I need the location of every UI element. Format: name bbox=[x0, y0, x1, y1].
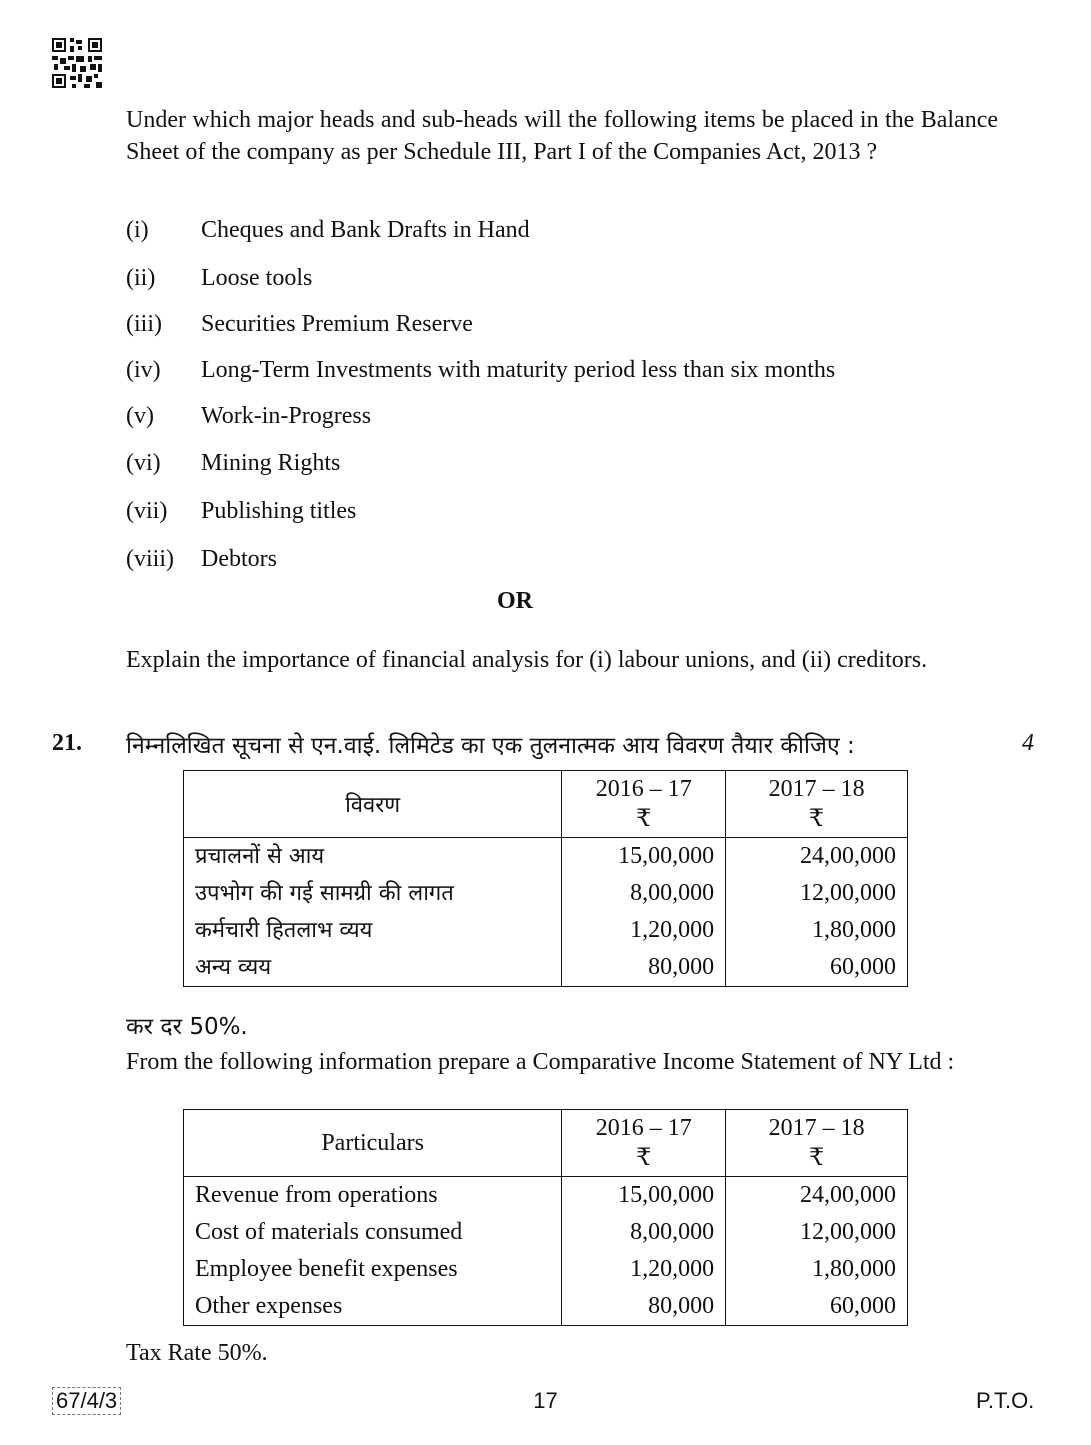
row-value-year-2: 1,80,000 bbox=[726, 1251, 908, 1288]
item-text: Cheques and Bank Drafts in Hand bbox=[201, 217, 530, 243]
item-number: (iv) bbox=[126, 357, 161, 383]
hindi-question-prompt: निम्नलिखित सूचना से एन.वाई. लिमिटेड का एक तुलनात्मक आय विवरण तैयार कीजिए : bbox=[126, 733, 855, 759]
row-value-year-2: 24,00,000 bbox=[726, 838, 908, 876]
english-income-table bbox=[183, 1109, 908, 1326]
item-text: Loose tools bbox=[201, 265, 313, 291]
table-row bbox=[184, 838, 908, 876]
row-value-year-1: 1,20,000 bbox=[562, 1251, 726, 1288]
row-label: कर्मचारी हितलाभ व्यय bbox=[184, 912, 562, 949]
header-particulars: Particulars bbox=[184, 1110, 562, 1177]
hindi-income-table bbox=[183, 770, 908, 987]
item-number: (ii) bbox=[126, 265, 156, 291]
row-label: Other expenses bbox=[184, 1288, 562, 1326]
row-label: प्रचालनों से आय bbox=[184, 838, 562, 876]
header-year-1 bbox=[562, 1110, 726, 1177]
rupee-symbol: ₹ bbox=[636, 806, 652, 832]
row-label: अन्य व्यय bbox=[184, 949, 562, 987]
item-text: Debtors bbox=[201, 546, 277, 572]
item-text: Long-Term Investments with maturity period less than six months bbox=[201, 357, 836, 383]
row-value-year-1: 80,000 bbox=[562, 1288, 726, 1326]
row-label: Revenue from operations bbox=[184, 1177, 562, 1215]
header-year-2 bbox=[726, 1110, 908, 1177]
header-year-2 bbox=[726, 771, 908, 838]
row-value-year-2: 12,00,000 bbox=[726, 875, 908, 912]
table-header-row bbox=[184, 1110, 908, 1177]
item-number: (i) bbox=[126, 217, 149, 243]
table-row bbox=[184, 949, 908, 987]
or-separator: OR bbox=[497, 588, 533, 614]
item-number: (viii) bbox=[126, 546, 174, 572]
rupee-symbol: ₹ bbox=[636, 1145, 652, 1171]
item-text: Work-in-Progress bbox=[201, 403, 372, 429]
table-header-row bbox=[184, 771, 908, 838]
rupee-symbol: ₹ bbox=[808, 806, 825, 832]
item-number: (iii) bbox=[126, 311, 162, 337]
row-value-year-1: 80,000 bbox=[562, 949, 726, 987]
header-particulars: विवरण bbox=[184, 771, 562, 838]
row-value-year-1: 15,00,000 bbox=[562, 1177, 726, 1215]
table-row bbox=[184, 1177, 908, 1215]
rupee-symbol: ₹ bbox=[808, 1145, 825, 1171]
row-value-year-1: 8,00,000 bbox=[562, 875, 726, 912]
row-value-year-1: 8,00,000 bbox=[562, 1214, 726, 1251]
table-row bbox=[184, 1251, 908, 1288]
header-year-1 bbox=[562, 771, 726, 838]
question-marks: 4 bbox=[1022, 730, 1034, 756]
year-label: 2016 – 17 bbox=[595, 776, 692, 802]
table-row bbox=[184, 1288, 908, 1326]
row-value-year-2: 24,00,000 bbox=[726, 1177, 908, 1215]
qr-code-icon bbox=[52, 38, 102, 88]
please-turn-over: P.T.O. bbox=[976, 1388, 1035, 1413]
row-value-year-1: 15,00,000 bbox=[562, 838, 726, 876]
english-question-prompt: From the following information prepare a Comparative Income Statement of NY Ltd : bbox=[126, 1049, 955, 1075]
row-value-year-1: 1,20,000 bbox=[562, 912, 726, 949]
question-20-intro: Under which major heads and sub-heads will the following items be placed in the Balance Sheet of the company as per Schedule III, Part I of the Companies Act, 2013 ? bbox=[126, 107, 998, 165]
table-row bbox=[184, 1214, 908, 1251]
row-label: Employee benefit expenses bbox=[184, 1251, 562, 1288]
item-text: Mining Rights bbox=[201, 450, 341, 476]
year-label: 2016 – 17 bbox=[595, 1115, 692, 1141]
item-text: Publishing titles bbox=[201, 498, 357, 524]
page-number: 17 bbox=[533, 1388, 558, 1413]
year-label: 2017 – 18 bbox=[768, 776, 865, 802]
row-value-year-2: 60,000 bbox=[726, 949, 908, 987]
item-number: (vii) bbox=[126, 498, 168, 524]
row-value-year-2: 60,000 bbox=[726, 1288, 908, 1326]
question-number: 21. bbox=[52, 730, 82, 756]
item-number: (vi) bbox=[126, 450, 161, 476]
table-row bbox=[184, 875, 908, 912]
item-text: Securities Premium Reserve bbox=[201, 311, 473, 337]
paper-code: 67/4/3 bbox=[52, 1387, 121, 1415]
alternative-question: Explain the importance of financial analysis for (i) labour unions, and (ii) creditors. bbox=[126, 647, 928, 673]
hindi-tax-rate: कर दर 50%. bbox=[126, 1014, 248, 1040]
row-value-year-2: 12,00,000 bbox=[726, 1214, 908, 1251]
year-label: 2017 – 18 bbox=[768, 1115, 865, 1141]
table-row bbox=[184, 912, 908, 949]
english-tax-rate: Tax Rate 50%. bbox=[126, 1340, 268, 1366]
row-value-year-2: 1,80,000 bbox=[726, 912, 908, 949]
row-label: Cost of materials consumed bbox=[184, 1214, 562, 1251]
row-label: उपभोग की गई सामग्री की लागत bbox=[184, 875, 562, 912]
item-number: (v) bbox=[126, 403, 154, 429]
